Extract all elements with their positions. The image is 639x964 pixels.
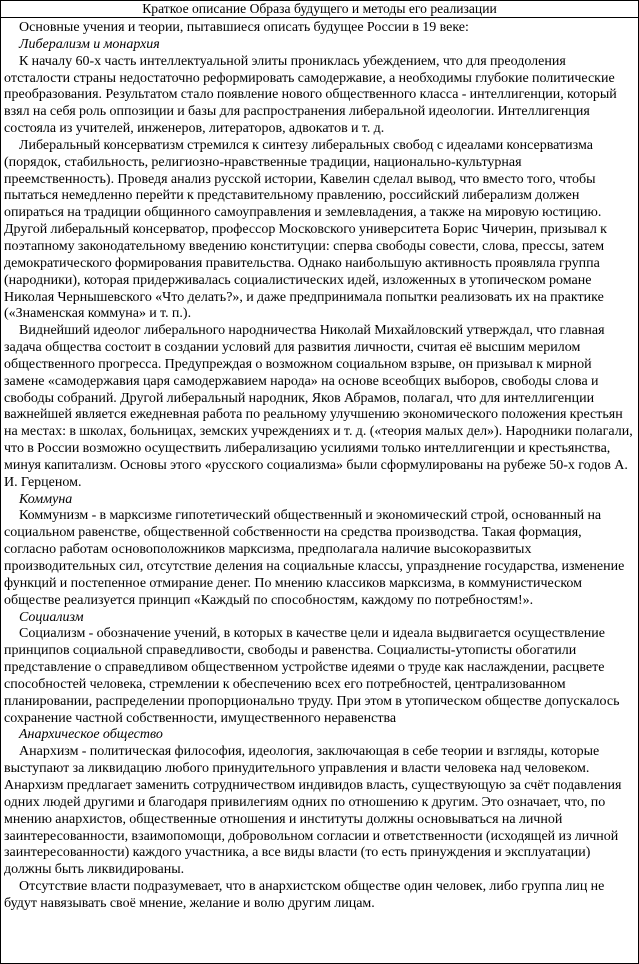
paragraph-liberal-narodniks: Виднейший идеолог либерального народничества Николай Михайловский утверждал, что главная задача общества состоит в создании условий для развития личности, считая её высшим мерилом общественного прогресса. Предупреждая о возможном социальном взрыве, он призывал к мирной замене «самодержавия царя самодержавием народа» на основе всеобщих выборов, свободы слова и свободы собраний. Другой либеральный народник, Яков Абрамов, полагал, что для интеллигенции важнейшей является ежедневная работа по реальному улучшению экономического положения крестьян на местах: в школах, больницах, земских учреждениях и т. д. («теория малых дел»). Народники полагали, что в России возможно осуществить либерализацию усилиями только интеллигенции и крестьянства, минуя капитализм. Основы этого «русского социализма» были сформулированы на рубеже 50-х годов А. И. Герценом. <box>4 323 633 490</box>
paragraph-intro: Основные учения и теории, пытавшиеся описать будущее России в 19 веке: <box>19 20 469 35</box>
section-heading-socialism: Социализм <box>19 609 84 625</box>
paragraph-communism: Коммунизм - в марксизме гипотетический общественный и экономический строй, основанный на социальном равенстве, общественной собственности на средства производства. Такая формация, согласно работам основоположников марксизма, предполагала наличие высокоразвитых производительных сил, отсутствие деления на социальные классы, упразднение государства, изменение функций и постепенное отмирание денег. По мнению классиков марксизма, в коммунистическом обществе реализуется принцип «Каждый по способностям, каждому по потребностям!». <box>4 508 625 608</box>
paragraph-socialism: Социализм - обозначение учений, в которых в качестве цели и идеала выдвигается осуществление принципов социальной справедливости, свободы и равенства. Социалисты-утописты обогатили представление о справедливом общественном устройстве идеями о труде как наслаждении, расцвете способностей человека, стремлении к обеспечению всех его потребностей, централизованном планировании, распределении пропорционально труду. При этом в утопическом обществе допускалось сохранение частной собственности, имущественного неравенства <box>4 626 620 726</box>
document-body <box>0 18 639 964</box>
paragraph-intelligentsia: К началу 60-х часть интеллектуальной элиты прониклась убеждением, что для преодоления отсталости страны недостаточно реформировать самодержавие, а необходимы глубокие политические преобразования. Результатом стало появление нового общественного класса - интеллигенции, который взял на себя роль оппозиции и базы для распространения либеральной идеологии. Интеллигенция состояла из учителей, инженеров, литераторов, адвокатов и т. д. <box>4 53 617 137</box>
section-heading-commune: Коммуна <box>19 491 73 507</box>
paragraph-anarchism-conclusion: Отсутствие власти подразумевает, что в анархистском обществе один человек, либо группа лиц не будут навязывать своё мнение, желание и волю другим лицам. <box>4 879 605 911</box>
paragraph-anarchism: Анархизм - политическая философия, идеология, заключающая в себе теории и взгляды, которые выступают за ликвидацию любого принудительного управления и власти человека над человеком. Анархизм предлагает заменить сотрудничеством индивидов власть, существующую за счёт подавления одних людей другими и благодаря привилегиям одних по отношению к другим. Это означает, что, по мнению анархистов, общественные отношения и институты должны основываться на личной заинтересованности, взаимопомощи, добровольном согласии и ответственности (исходящей из личной заинтересованности) каждого участника, а все виды власти (то есть принуждения и эксплуатации) должны быть ликвидированы. <box>4 744 622 878</box>
section-heading-anarchist-society: Анархическое общество <box>19 727 163 743</box>
paragraph-liberal-conservatism: Либеральный консерватизм стремился к синтезу либеральных свобод с идеалами консерватизма (порядок, стабильность, религиозно-нравственные традиции, национально-культурная преемственность). Проведя анализ русской истории, Кавелин сделал вывод, что вместо того, чтобы пытаться немедленно перейти к представительному правлению, российский либерализм должен опираться на традиции общинного самоуправления и землевладения, а также на мировую юстицию. Другой либеральный консерватор, профессор Московского университета Борис Чичерин, призывал к поэтапному законодательному введению конституции: сперва свободы совести, слова, прессы, затем демократического формирования правительства. Однако наибольшую активность проявляла группа (народники), которая придерживалась социалистических идей, изложенных в утопическом романе Николая Чернышевского «Что делать?», и даже предпринимала попытки реализовать их на практике («Знаменская коммуна» и т. п.). <box>4 137 607 322</box>
document-title: Краткое описание Образа будущего и методы его реализации <box>0 0 639 18</box>
section-heading-liberalism-monarchy: Либерализм и монархия <box>19 36 160 52</box>
